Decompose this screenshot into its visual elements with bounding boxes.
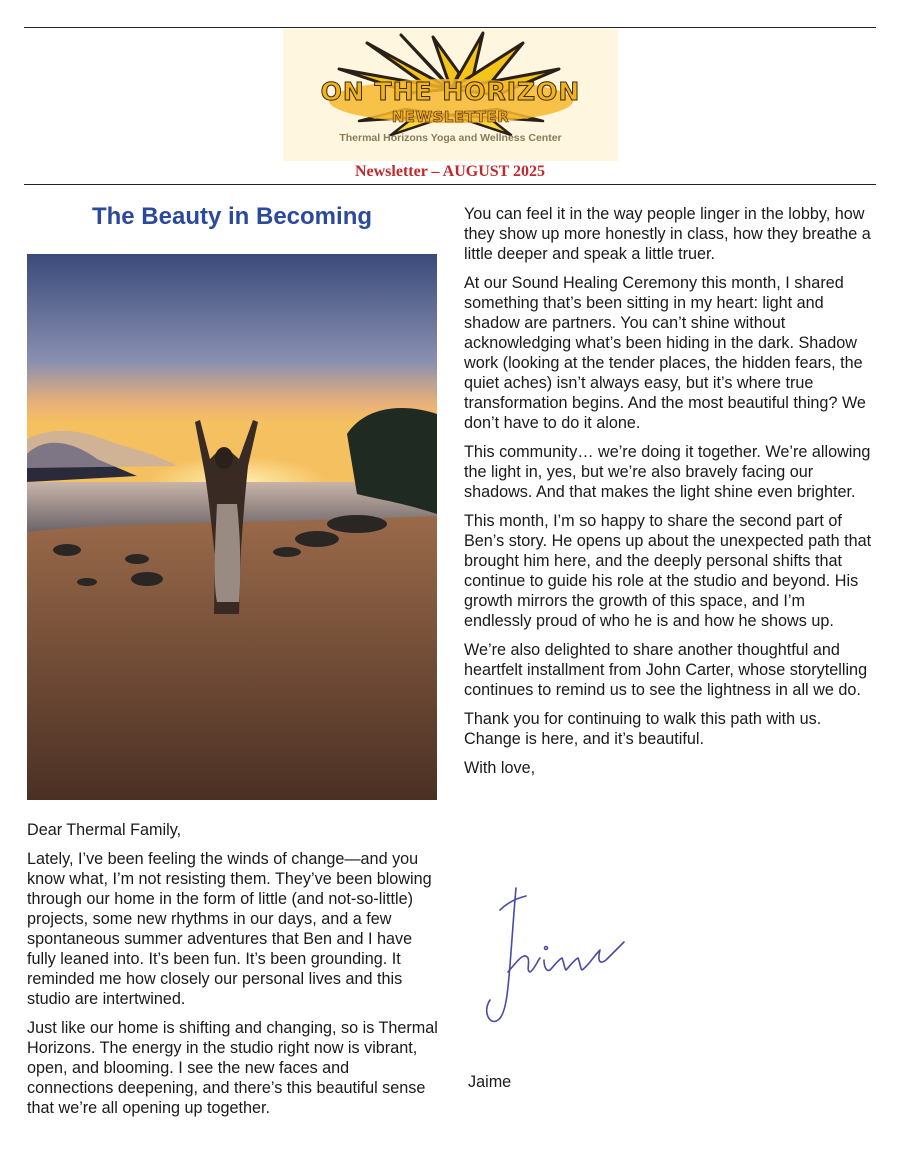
top-rule — [24, 27, 876, 28]
signature-name: Jaime — [468, 1073, 512, 1091]
body-paragraph: This month, I’m so happy to share the second part of Ben’s story. He opens up about the unexpected path that brought him here, and the deeply personal shifts that continue to guide his role at the studio and beyond. His growth mirrors the growth of this space, and I’m endlessly proud of who he is and how he shows up. — [464, 512, 872, 630]
masthead-rule — [24, 184, 876, 185]
logo-tagline: Thermal Horizons Yoga and Wellness Center — [339, 132, 562, 144]
body-paragraph: You can feel it in the way people linger in the lobby, how they show up more honestly in class, how they breathe a little deeper and speak a little truer. — [464, 205, 871, 263]
left-column-text — [27, 820, 440, 1127]
greeting-paragraph: Dear Thermal Family, — [27, 821, 182, 839]
woman-arms-raised-icon — [27, 254, 437, 800]
body-paragraph: Thank you for continuing to walk this path with us. Change is here, and it’s beautiful. — [464, 710, 822, 748]
newsletter-logo — [283, 29, 618, 161]
closing-line: With love, — [464, 759, 536, 777]
signature-icon — [478, 880, 638, 1030]
body-paragraph: This community… we’re doing it together. We’re allowing the light in, yes, but we’re also bravely facing our shadows. And that makes the light shine even brighter. — [464, 443, 871, 501]
right-column-text — [464, 204, 874, 787]
body-paragraph: We’re also delighted to share another thoughtful and heartfelt installment from John Carter, whose storytelling continues to remind us to see the lightness in all we do. — [464, 641, 868, 699]
logo-subtitle: NEWSLETTER — [391, 108, 510, 126]
sunset-beach-photo — [27, 254, 437, 800]
body-paragraph: At our Sound Healing Ceremony this month, I shared something that’s been sitting in my heart: light and shadow are partners. You can’t shine without acknowledging what’s been hiding in the dark. Shadow work (looking at the tender places, the hidden fears, the quiet aches) isn’t always easy, but it’s where true transformation begins. And the most beautiful thing? We don’t have to do it alone. — [464, 274, 866, 432]
body-paragraph: Just like our home is shifting and changing, so is Thermal Horizons. The energy in the studio right now is vibrant, open, and blooming. I see the new faces and connections deepening, and there’s this beautiful sense that we’re all opening up together. — [27, 1019, 438, 1117]
article-headline: The Beauty in Becoming — [91, 203, 373, 230]
logo-title: ON THE HORIZON — [320, 77, 581, 106]
issue-label: Newsletter – AUGUST 2025 — [354, 163, 546, 180]
handwritten-signature — [478, 880, 638, 1030]
body-paragraph: Lately, I’ve been feeling the winds of change—and you know what, I’m not resisting them. They’ve been blowing through our home in the form of little (and not-so-little) projects, some new rhythms in our days, and a few spontaneous summer adventures that Ben and I have fully leaned into. It’s been fun. It’s been grounding. It reminded me how closely our personal lives and this studio are intertwined. — [27, 850, 432, 1008]
